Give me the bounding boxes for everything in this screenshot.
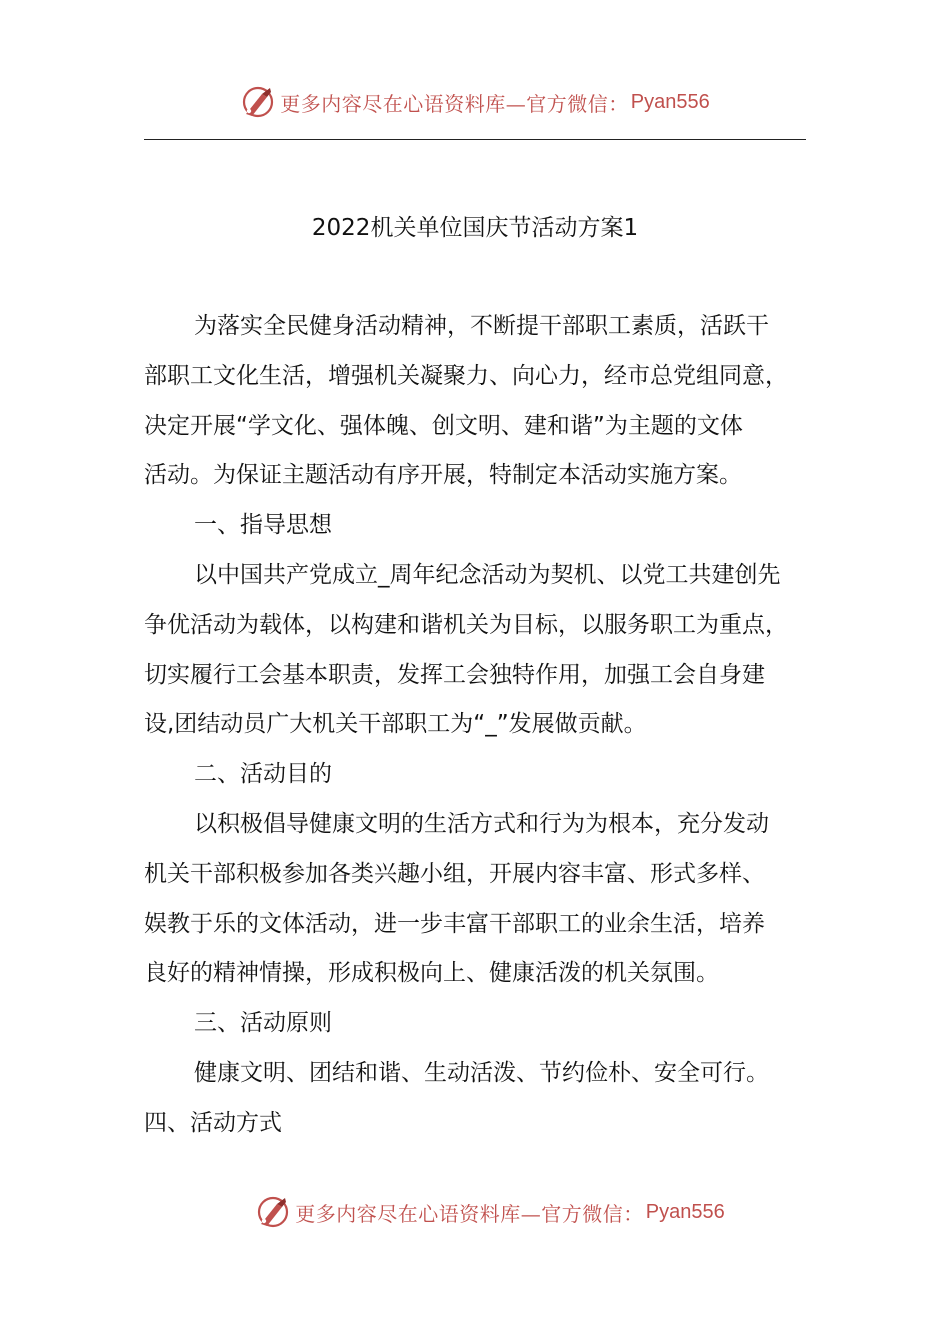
paragraph-line: 部职工文化生活，增强机关凝聚力、向心力，经市总党组同意，	[144, 362, 788, 389]
brush-pen-logo-icon	[255, 1194, 291, 1230]
section3-paragraph: 健康文明、团结和谐、生动活泼、节约俭朴、安全可行。	[194, 1059, 769, 1086]
paragraph-line: 争优活动为载体，以构建和谐机关为目标，以服务职工为重点，	[144, 611, 788, 638]
section-heading: 四、活动方式	[144, 1109, 282, 1136]
paragraph-line: 设,团结动员广大机关干部职工为“_”发展做贡献。	[144, 711, 647, 738]
document-body	[144, 302, 806, 1149]
paragraph-line: 活动。为保证主题活动有序开展，特制定本活动实施方案。	[144, 462, 742, 489]
section-heading: 三、活动原则	[194, 1010, 332, 1037]
paragraph-line: 娱教于乐的文体活动，进一步丰富干部职工的业余生活，培养	[144, 910, 765, 937]
intro-paragraph	[144, 302, 806, 352]
paragraph-line: 为落实全民健身活动精神，不断提干部职工素质，活跃干	[194, 313, 769, 339]
section2-paragraph	[144, 800, 806, 850]
watermark-text: 更多内容尽在心语资料库—官方微信：	[280, 91, 629, 116]
section2-paragraph-continued	[144, 850, 806, 999]
paragraph-line: 以积极倡导健康文明的生活方式和行为为根本，充分发动	[194, 810, 769, 837]
paragraph-line: 决定开展“学文化、强体魄、创文明、建和谐”为主题的文体	[144, 412, 743, 439]
section1-paragraph	[144, 551, 806, 601]
footer-watermark	[0, 1190, 950, 1234]
paragraph-line: 机关干部积极参加各类兴趣小组，开展内容丰富、形式多样、	[144, 860, 765, 887]
paragraph-line: 切实履行工会基本职责，发挥工会独特作用，加强工会自身建	[144, 661, 765, 688]
watermark-wechat-id: Pyan556	[630, 90, 710, 113]
header-divider	[144, 139, 806, 140]
intro-paragraph-continued	[144, 352, 806, 501]
paragraph-line: 以中国共产党成立_周年纪念活动为契机、以党工共建创先	[194, 561, 781, 588]
header-watermark	[0, 80, 950, 124]
section1-paragraph-continued	[144, 601, 806, 750]
document-title: 2022机关单位国庆节活动方案1	[311, 215, 639, 241]
section-heading: 一、指导思想	[194, 512, 332, 539]
brush-pen-logo-icon	[240, 84, 276, 120]
watermark-wechat-id: Pyan556	[645, 1200, 725, 1223]
section-heading: 二、活动目的	[194, 761, 332, 788]
watermark-text: 更多内容尽在心语资料库—官方微信：	[295, 1201, 644, 1226]
paragraph-line: 良好的精神情操，形成积极向上、健康活泼的机关氛围。	[144, 960, 719, 987]
